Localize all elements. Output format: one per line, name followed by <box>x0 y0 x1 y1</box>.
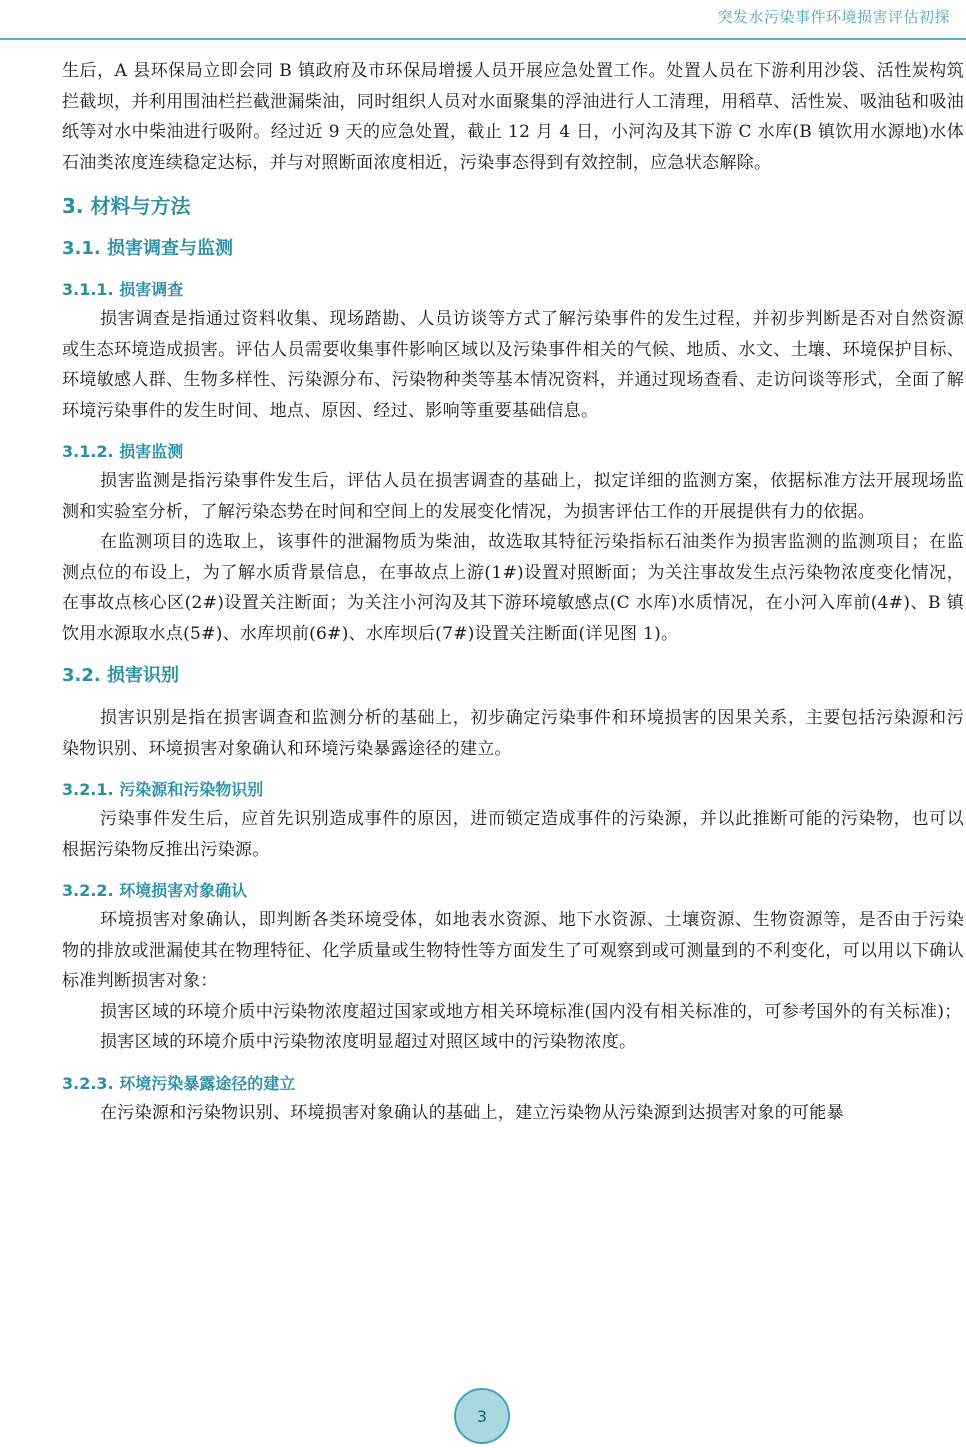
running-header-title: 突发水污染事件环境损害评估初探 <box>717 8 950 26</box>
paragraph-3-2-2-c: 损害区域的环境介质中污染物浓度明显超过对照区域中的污染物浓度。 <box>100 1032 637 1052</box>
section-heading-3-2: 3.2. 损害识别 <box>62 665 179 686</box>
section-heading-3-2-1: 3.2.1. 污染源和污染物识别 <box>62 780 264 799</box>
page-number-badge: 3 <box>454 1388 510 1444</box>
paragraph-3-1-2-b: 在监测项目的选取上，该事件的泄漏物质为柴油，故选取其特征污染指标石油类作为损害监测的监测项目；在监测点位的布设上，为了解水质背景信息，在事故点上游(1#)设置对照断面；为关注事故发生点污染物浓度变化情况，在事故点核心区(2#)设置关注断面；为关注小河沟及其下游环境敏感点(C 水库)水质情况，在小河入库前(4#)、B 镇饮用水源取水点(5#)、水库坝前(6#)、水库坝后(7#)设置关注断面(详见图 1)。 <box>62 532 964 644</box>
paragraph-3-2-2-b: 损害区域的环境介质中污染物浓度超过国家或地方相关环境标准(国内没有相关标准的，可参考国外的有关标准)； <box>100 1001 962 1022</box>
paragraph-intro: 生后，A 县环保局立即会同 B 镇政府及市环保局增援人员开展应急处置工作。处置人员在下游利用沙袋、活性炭构筑拦截坝，并利用围油栏拦截泄漏柴油，同时组织人员对水面聚集的浮油进行人工清理，用稻草、活性炭、吸油毡和吸油纸等对水中柴油进行吸附。经过近 9 天的应急处置，截止 12 月 4 日，小河沟及其下游 C 水库(B 镇饮用水源地)水体石油类浓度连续稳定达标，并与对照断面浓度相近，污染事态得到有效控制，应急状态解除。 <box>62 61 964 173</box>
section-heading-3-2-3: 3.2.3. 环境污染暴露途径的建立 <box>62 1073 296 1093</box>
paragraph-3-1-2-a: 损害监测是指污染事件发生后，评估人员在损害调查的基础上，拟定详细的监测方案，依据标准方法开展现场监测和实验室分析，了解污染态势在时间和空间上的发展变化情况，为损害评估工作的开展提供有力的依据。 <box>62 471 964 522</box>
paragraph-3-1-1: 损害调查是指通过资料收集、现场踏勘、人员访谈等方式了解污染事件的发生过程，并初步判断是否对自然资源或生态环境造成损害。评估人员需要收集事件影响区域以及污染事件相关的气候、地质、水文、土壤、环境保护目标、环境敏感人群、生物多样性、污染源分布、污染物种类等基本情况资料，并通过现场查看、走访问谈等形式，全面了解环境污染事件的发生时间、地点、原因、经过、影响等重要基础信息。 <box>62 309 964 421</box>
paragraph-3-2: 损害识别是指在损害调查和监测分析的基础上，初步确定污染事件和环境损害的因果关系，主要包括污染源和污染物识别、环境损害对象确认和环境污染暴露途径的建立。 <box>62 708 964 759</box>
section-heading-3-2-2: 3.2.2. 环境损害对象确认 <box>62 881 248 900</box>
section-heading-3: 3. 材料与方法 <box>62 194 191 218</box>
section-heading-3-1: 3.1. 损害调查与监测 <box>62 238 233 259</box>
section-heading-3-1-2: 3.1.2. 损害监测 <box>62 442 184 461</box>
paragraph-3-2-1: 污染事件发生后，应首先识别造成事件的原因，进而锁定造成事件的污染源，并以此推断可能的污染物，也可以根据污染物反推出污染源。 <box>62 809 964 860</box>
section-heading-3-1-1: 3.1.1. 损害调查 <box>62 280 184 299</box>
paragraph-3-2-2-a: 环境损害对象确认，即判断各类环境受体，如地表水资源、地下水资源、土壤资源、生物资源等，是否由于污染物的排放或泄漏使其在物理特征、化学质量或生物特性等方面发生了可观察到或可测量到的不利变化，可以用以下确认标准判断损害对象： <box>62 910 964 991</box>
page-header <box>0 0 966 40</box>
paragraph-3-2-3: 在污染源和污染物识别、环境损害对象确认的基础上，建立污染物从污染源到达损害对象的可能暴 <box>100 1102 844 1123</box>
header-divider <box>0 38 966 40</box>
article-body <box>62 56 964 1128</box>
